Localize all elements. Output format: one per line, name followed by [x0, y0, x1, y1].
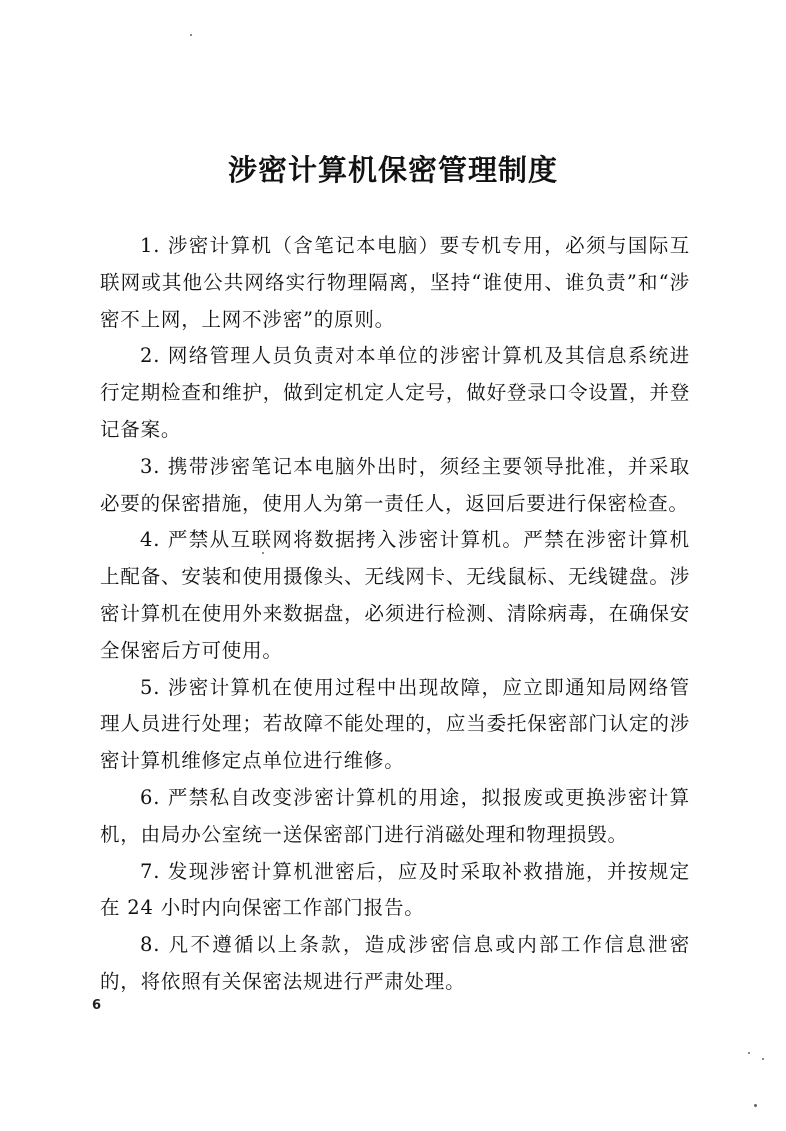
paragraph-7: 7. 发现涉密计算机泄密后，应及时采取补救措施，并按规定在 24 小时内向保密工作部门报告。 — [100, 859, 690, 920]
paragraph-2: 2. 网络管理人员负责对本单位的涉密计算机及其信息系统进行定期检查和维护，做到定机定人定号，做好登录口令设置，并登记备案。 — [100, 344, 690, 441]
scan-speck — [762, 1058, 764, 1060]
paragraph-6: 6. 严禁私自改变涉密计算机的用途，拟报废或更换涉密计算机，由局办公室统一送保密部门进行消磁处理和物理损毁。 — [100, 785, 690, 846]
scan-speck — [748, 1052, 750, 1054]
scan-speck — [190, 34, 192, 36]
document-title: 涉密计算机保密管理制度 — [227, 153, 558, 187]
paragraph-5: 5. 涉密计算机在使用过程中出现故障，应立即通知局网络管理人员进行处理；若故障不能处理的，应当委托保密部门认定的涉密计算机维修定点单位进行维修。 — [100, 675, 690, 773]
document-body — [100, 228, 690, 1001]
paragraph-3: 3. 携带涉密笔记本电脑外出时，须经主要领导批准，并采取必要的保密措施，使用人为第一责任人，返回后要进行保密检查。 — [100, 454, 690, 515]
scan-speck — [754, 1104, 757, 1107]
paragraph-8: 8. 凡不遵循以上条款，造成涉密信息或内部工作信息泄密的，将依照有关保密法规进行严肃处理。 — [100, 933, 690, 993]
paragraph-4: 4. 严禁从互联网将数据拷入涉密计算机。严禁在涉密计算机上配备、安装和使用摄像头、无线网卡、无线鼠标、无线键盘。涉密计算机在使用外来数据盘，必须进行检测、清除病毒，在确保安全保密后方可使用。 — [100, 528, 690, 662]
page-number: 6 — [92, 998, 102, 1013]
scan-speck — [262, 552, 264, 554]
paragraph-1: 1. 涉密计算机（含笔记本电脑）要专机专用，必须与国际互联网或其他公共网络实行物理隔离，坚持“谁使用、谁负责”和“涉密不上网，上网不涉密”的原则。 — [100, 234, 690, 331]
